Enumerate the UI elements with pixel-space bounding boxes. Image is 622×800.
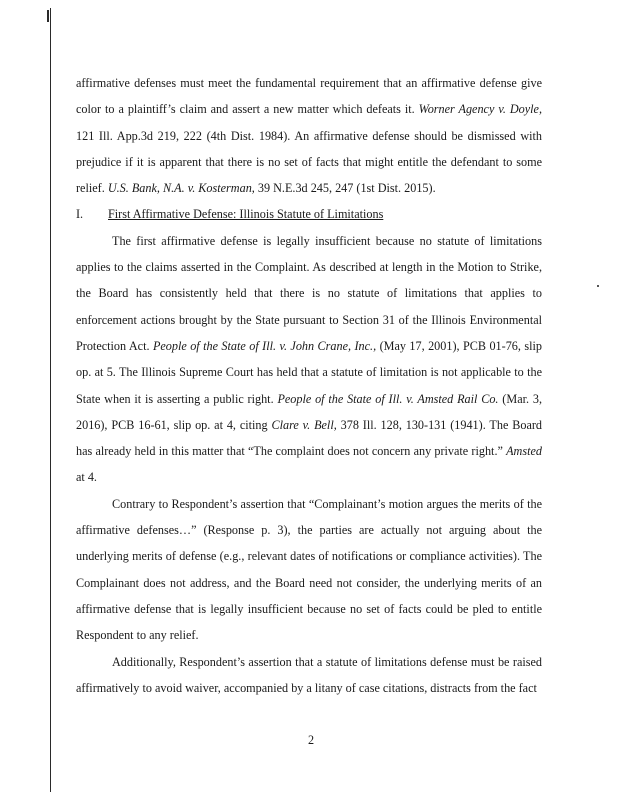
text-run: 378 Ill. 128, 130-131 (1941). The Board has already held in this matter that “The complaint does not concern any private right.”: [76, 417, 543, 459]
case-citation: Clare v. Bell,: [271, 417, 337, 432]
margin-tick-mark: [47, 10, 49, 22]
paragraph-merits-argument: Contrary to Respondent’s assertion that “Complainant’s motion argues the merits of the affirmative defenses…” (Response p. 3), the parties are actually not arguing about the underlying merits of defense (e.g., relevant dates of notifications or compliance activities). The Complainant does not address, and the Board need not consider, the underlying merits of an affirmative defense that is legally insufficient because no set of facts could be pled to entitle Respondent to any relief.: [76, 496, 542, 643]
case-citation: People of the State of Ill. v. John Crane, Inc.,: [152, 338, 377, 353]
case-citation: People of the State of Ill. v. Amsted Rail Co.: [277, 391, 499, 406]
text-run: (Mar. 3, 2016), PCB 16-61, slip op. at 4, citing: [76, 391, 542, 432]
left-margin-rule: [50, 8, 51, 792]
case-citation: U.S. Bank, N.A. v. Kosterman,: [107, 181, 255, 196]
text-run: 39 N.E.3d 245, 247 (1st Dist. 2015).: [257, 181, 436, 196]
section-heading: [76, 201, 542, 227]
document-body: [76, 70, 542, 701]
section-number: I.: [76, 207, 84, 222]
paragraph-affirmative-defense-standard: [76, 70, 542, 201]
case-citation: Worner Agency v. Doyle,: [418, 102, 542, 117]
paragraph-waiver-argument: Additionally, Respondent’s assertion that a statute of limitations defense must be raised affirmatively to avoid waiver, accompanied by a litany of case citations, distracts from the fact: [76, 654, 542, 695]
text-run: The first affirmative defense is legally insufficient because no statute of limitations applies to the claims asserted in the Complaint. As described at length in the Motion to Strike, the Board has consistently held that there is no statute of limitations that applies to enforcement actions brought by the State pursuant to Section 31 of the Illinois Environmental Protection Act.: [76, 233, 542, 353]
scan-speck: [597, 285, 599, 287]
page-number: 2: [307, 733, 315, 747]
section-title: First Affirmative Defense: Illinois Statute of Limitations: [108, 207, 384, 222]
case-citation: Amsted: [506, 444, 542, 459]
paragraph-statute-of-limitations: [76, 228, 542, 491]
text-run: (May 17, 2001), PCB 01-76, slip op. at 5. The Illinois Supreme Court has held that a statute of limitation is not applicable to the State when it is asserting a public right.: [76, 338, 542, 406]
text-run: 121 Ill. App.3d 219, 222 (4th Dist. 1984). An affirmative defense should be dismissed with prejudice if it is apparent that there is no set of facts that might entitle the defendant to some relief.: [76, 128, 542, 196]
text-run: affirmative defenses must meet the fundamental requirement that an affirmative defense give color to a plaintiff’s claim and assert a new matter which defeats it.: [76, 76, 542, 117]
text-run: at 4.: [76, 470, 97, 485]
